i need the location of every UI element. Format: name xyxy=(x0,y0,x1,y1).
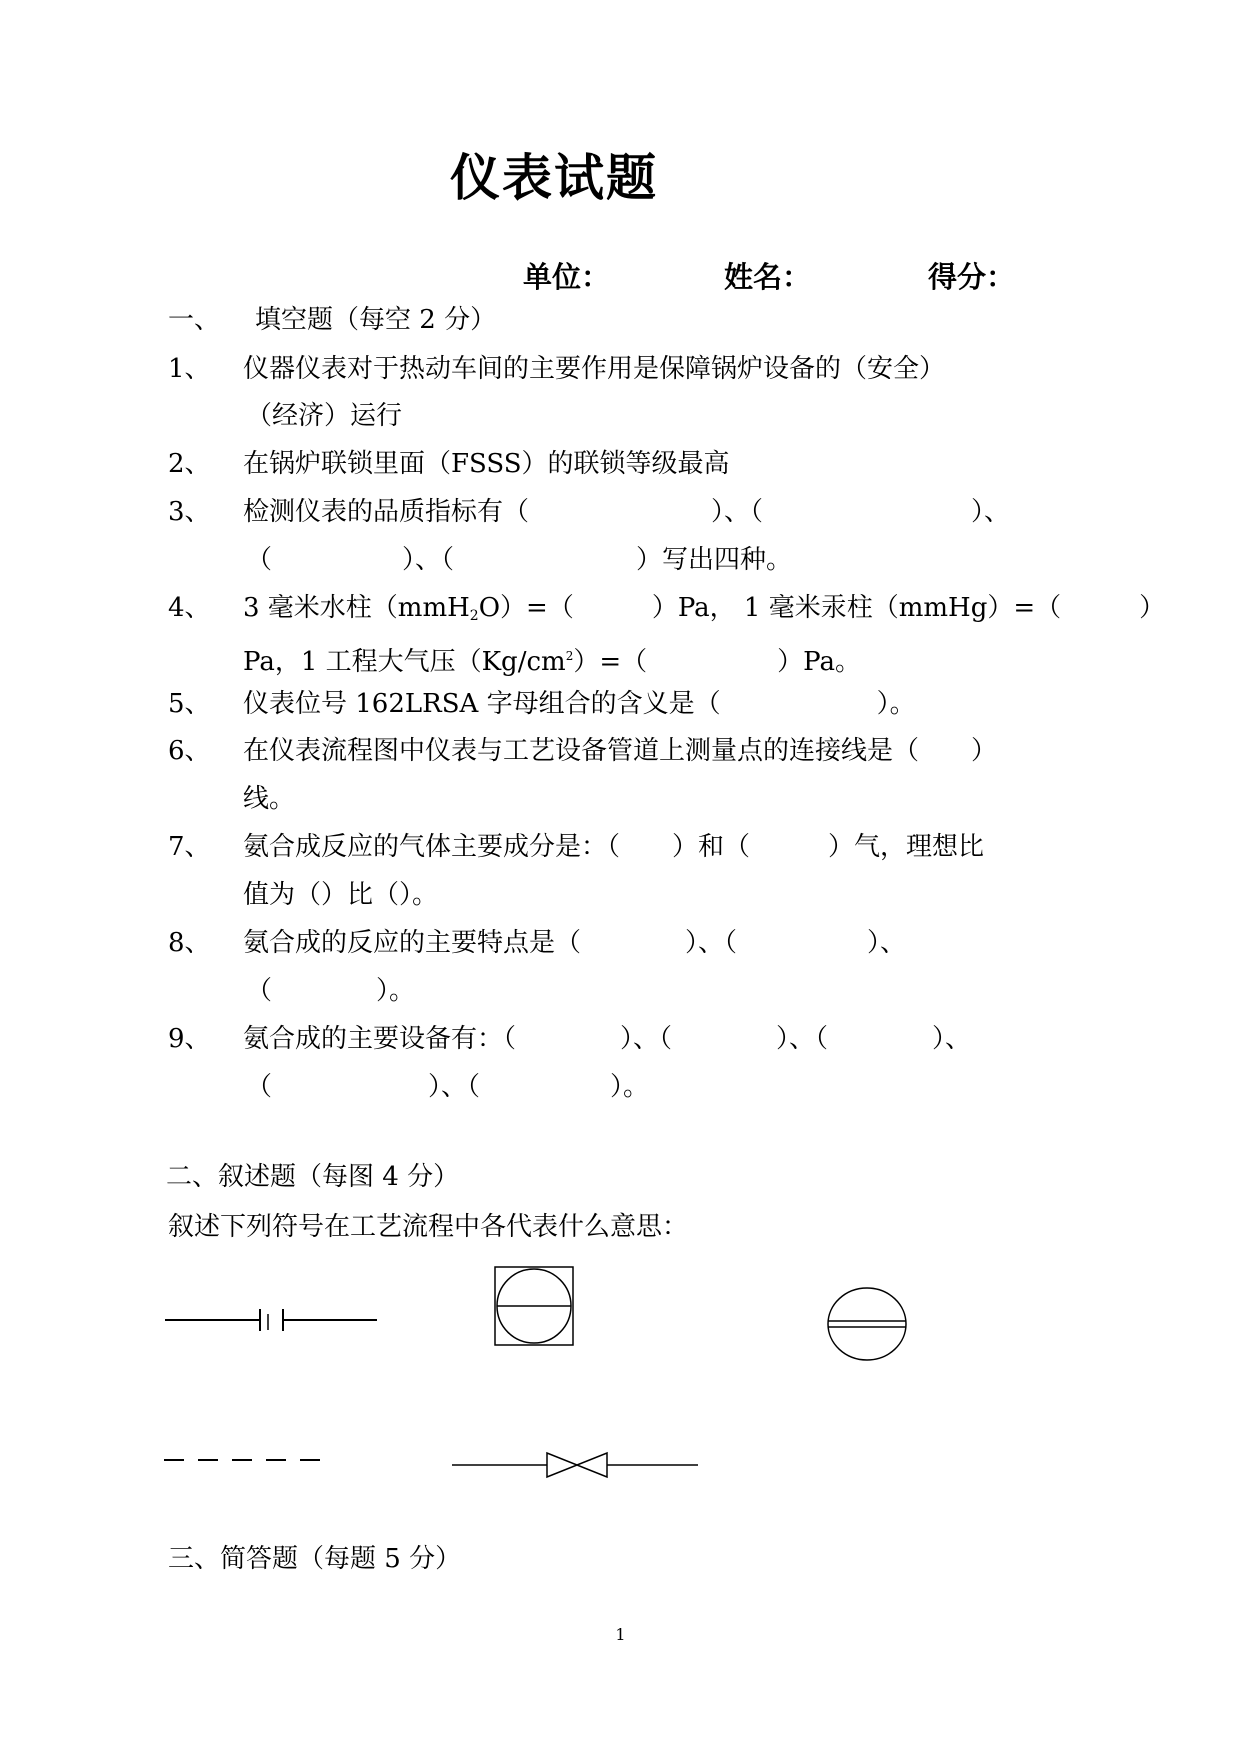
section1-heading: 填空题（每空 2 分） xyxy=(255,305,497,335)
q2-number: 2、 xyxy=(168,449,211,479)
q6-number: 6、 xyxy=(168,736,211,766)
page-title: 仪表试题 xyxy=(450,149,658,207)
symbol-circle-double-line xyxy=(825,1284,909,1364)
q4-line2-part-b: ）=（ ）Pa。 xyxy=(573,647,861,677)
score-label: 得分： xyxy=(928,260,1016,294)
q5-number: 5、 xyxy=(168,689,211,719)
q8-number: 8、 xyxy=(168,928,211,958)
q5-text-line1: 仪表位号 162LRSA 字母组合的含义是（ ）。 xyxy=(243,689,916,719)
q3-text-line1: 检测仪表的品质指标有（ ）、（ ）、 xyxy=(243,497,1011,527)
q1-number: 1、 xyxy=(168,354,211,384)
symbol-valve xyxy=(450,1445,700,1485)
q6-text-line2: 线。 xyxy=(243,784,296,814)
q9-number: 9、 xyxy=(168,1024,211,1054)
q9-text-line1: 氨合成的主要设备有：（ ）、（ ）、（ ）、 xyxy=(243,1024,972,1054)
q7-number: 7、 xyxy=(168,832,211,862)
q4-text-line1 xyxy=(243,591,1165,633)
q4-line2-part-a: Pa，1 工程大气压（Kg/cm xyxy=(243,647,566,677)
q4-number: 4、 xyxy=(168,593,211,623)
page-number: 1 xyxy=(615,1625,626,1644)
q4-text-line2 xyxy=(243,639,861,679)
section1-number: 一、 xyxy=(168,305,221,335)
q4-line1-part-b: O）=（ ）Pa， 1 毫米汞柱（mmHg）=（ ） xyxy=(478,593,1166,623)
q2-text-line1: 在锅炉联锁里面（FSSS）的联锁等级最高 xyxy=(243,449,730,479)
section2-heading: 二、叙述题（每图 4 分） xyxy=(166,1162,460,1192)
symbol-circle-in-square xyxy=(493,1265,575,1347)
q8-text-line1: 氨合成的反应的主要特点是（ ）、（ ）、 xyxy=(243,928,907,958)
q9-text-line2: （ ）、（ ）。 xyxy=(246,1072,650,1102)
name-label: 姓名： xyxy=(724,260,812,294)
q8-text-line2: （ ）。 xyxy=(246,976,416,1006)
symbol-line-break xyxy=(160,1300,380,1340)
q3-text-line2: （ ）、（ ）写出四种。 xyxy=(246,545,793,575)
q1-text-line2: （经济）运行 xyxy=(246,401,403,431)
q4-line2-superscript: 2 xyxy=(565,649,574,663)
q1-text-line1: 仪器仪表对于热动车间的主要作用是保障锅炉设备的（安全） xyxy=(243,354,946,384)
section2-intro: 叙述下列符号在工艺流程中各代表什么意思： xyxy=(168,1212,689,1242)
q7-text-line2: 值为（）比（）。 xyxy=(243,880,439,910)
q7-text-line1: 氨合成反应的气体主要成分是：（ ）和（ ）气，理想比 xyxy=(243,832,985,862)
section3-heading: 三、简答题（每题 5 分） xyxy=(168,1544,462,1574)
unit-label: 单位： xyxy=(523,260,611,294)
q3-number: 3、 xyxy=(168,497,211,527)
q4-line1-part-a: 3 毫米水柱（mmH xyxy=(243,593,470,623)
q6-text-line1: 在仪表流程图中仪表与工艺设备管道上测量点的连接线是（ ） xyxy=(243,736,998,766)
q4-line1-subscript: 2 xyxy=(469,608,479,624)
symbol-dashed-line xyxy=(160,1450,330,1470)
